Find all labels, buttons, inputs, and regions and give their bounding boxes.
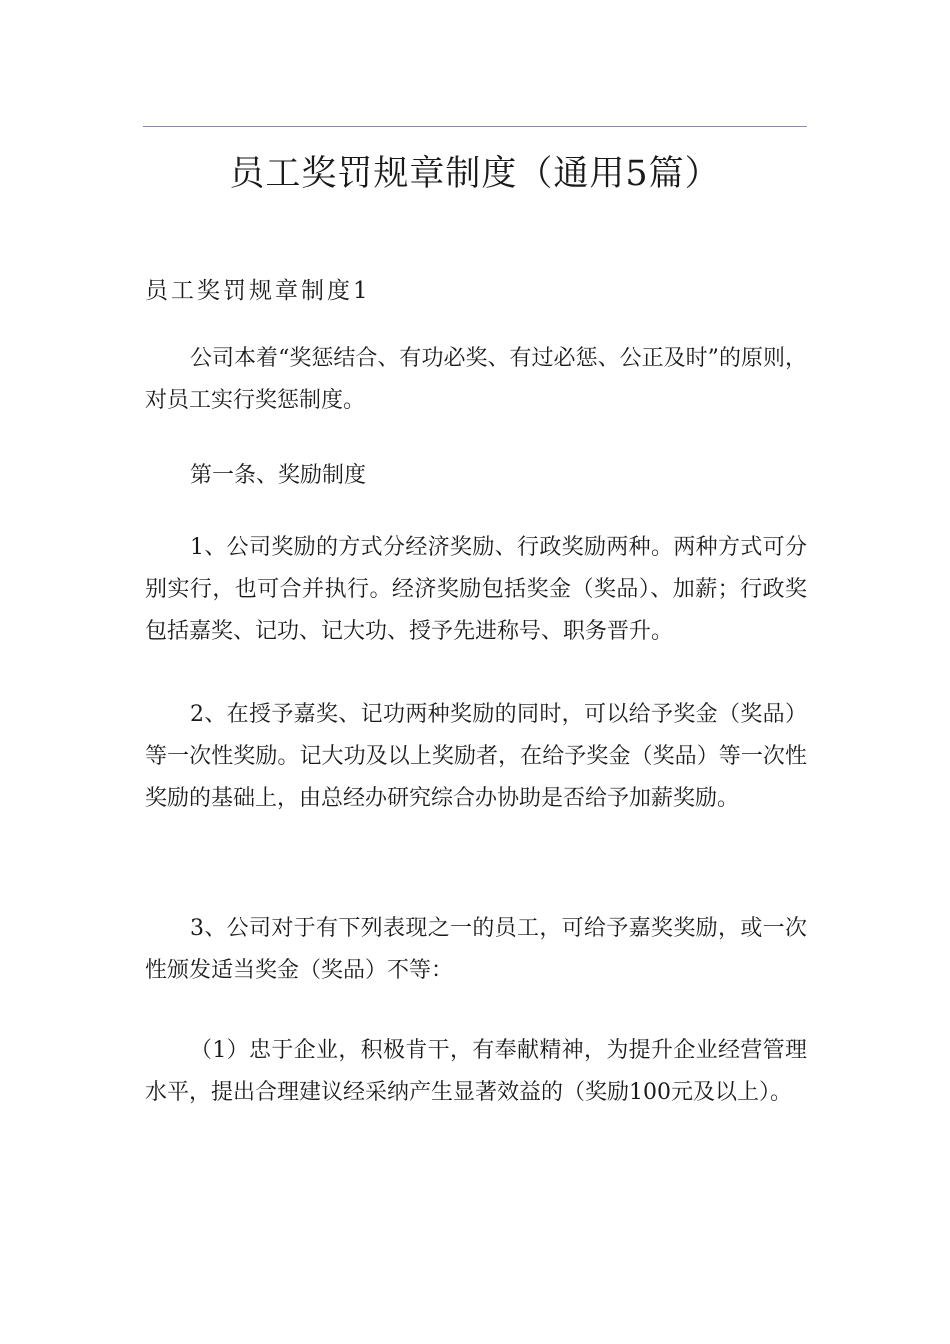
paragraph-item-3: 3、公司对于有下列表现之一的员工，可给予嘉奖奖励，或一次性颁发适当奖金（奖品）不等： xyxy=(145,916,807,983)
paragraph-subitem-1: （1）忠于企业，积极肯干，有奉献精神，为提升企业经营管理水平，提出合理建议经采纳产生显著效益的（奖励100元及以上）。 xyxy=(145,1038,807,1105)
header-rule xyxy=(143,126,807,127)
section-heading: 员工奖罚规章制度1 xyxy=(145,278,371,304)
paragraph-item-2: 2、在授予嘉奖、记功两种奖励的同时，可以给予奖金（奖品）等一次性奖励。记大功及以上奖励者，在给予奖金（奖品）等一次性奖励的基础上，由总经办研究综合办协助是否给予加薪奖励。 xyxy=(145,702,807,811)
document-title: 员工奖罚规章制度（通用5篇） xyxy=(229,154,721,194)
paragraph-principle: 公司本着“奖惩结合、有功必奖、有过必惩、公正及时”的原则，对员工实行奖惩制度。 xyxy=(145,346,807,413)
paragraph-article-one: 第一条、奖励制度 xyxy=(190,463,367,488)
paragraph-item-1: 1、公司奖励的方式分经济奖励、行政奖励两种。两种方式可分别实行，也可合并执行。经济奖励包括奖金（奖品）、加薪；行政奖包括嘉奖、记功、记大功、授予先进称号、职务晋升。 xyxy=(145,535,807,644)
